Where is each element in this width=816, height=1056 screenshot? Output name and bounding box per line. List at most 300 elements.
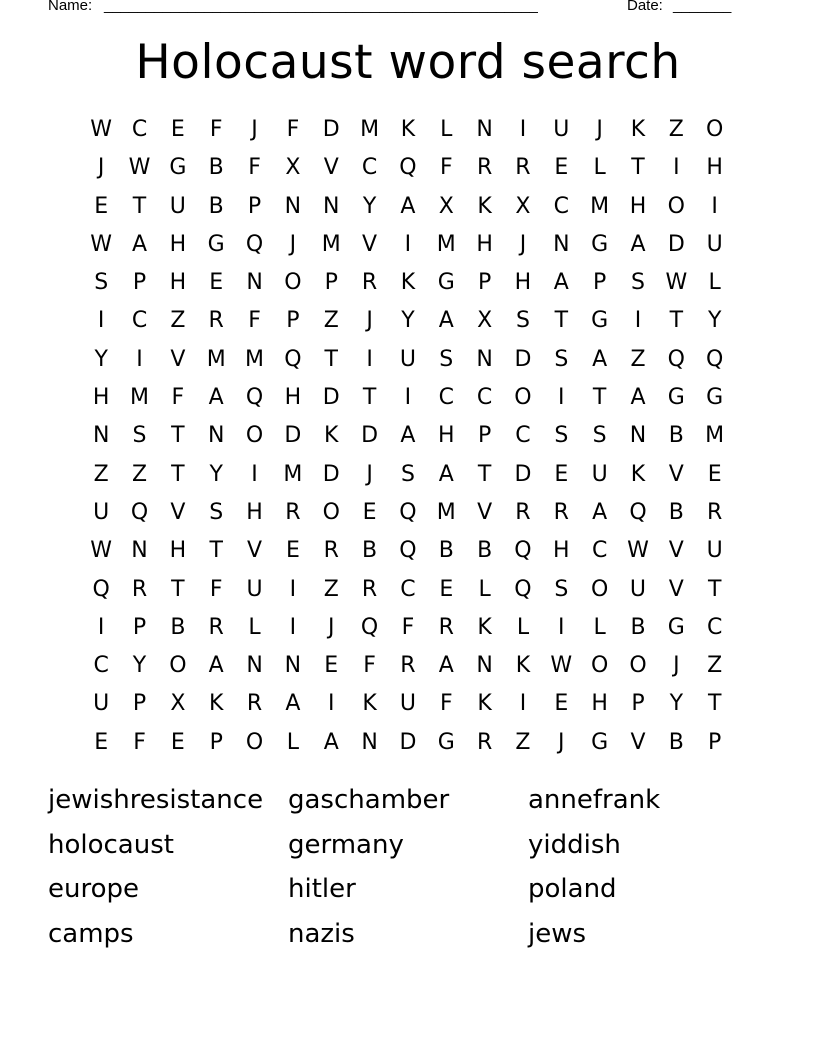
grid-cell[interactable]: R bbox=[515, 499, 531, 525]
grid-cell[interactable]: Y bbox=[401, 308, 415, 334]
grid-cell[interactable]: B bbox=[668, 423, 684, 449]
grid-cell[interactable]: P bbox=[477, 423, 492, 449]
grid-cell[interactable]: J bbox=[251, 117, 258, 142]
grid-cell[interactable]: L bbox=[516, 614, 530, 640]
grid-cell[interactable]: R bbox=[361, 270, 378, 296]
grid-cell[interactable]: A bbox=[630, 231, 646, 257]
grid-cell[interactable]: M bbox=[206, 346, 226, 372]
grid-cell[interactable]: K bbox=[324, 423, 339, 449]
grid-cell[interactable]: N bbox=[553, 231, 570, 257]
grid-cell[interactable]: H bbox=[553, 538, 570, 564]
grid-cell[interactable]: O bbox=[590, 576, 609, 602]
grid-cell[interactable]: E bbox=[554, 691, 569, 717]
grid-cell[interactable]: M bbox=[436, 499, 456, 525]
grid-cell[interactable]: H bbox=[169, 231, 187, 257]
grid-cell[interactable]: Y bbox=[707, 308, 722, 334]
grid-cell[interactable]: E bbox=[285, 538, 300, 564]
grid-cell[interactable]: C bbox=[93, 653, 109, 679]
grid-cell[interactable]: I bbox=[673, 155, 680, 181]
grid-cell[interactable]: M bbox=[436, 231, 456, 257]
grid-cell[interactable]: R bbox=[208, 308, 224, 334]
grid-cell[interactable]: F bbox=[209, 117, 223, 142]
grid-cell[interactable]: H bbox=[476, 231, 493, 257]
grid-cell[interactable]: Q bbox=[399, 538, 417, 564]
grid-cell[interactable]: P bbox=[324, 270, 338, 296]
grid-cell[interactable]: N bbox=[92, 423, 110, 449]
grid-cell[interactable]: A bbox=[208, 653, 224, 679]
grid-cell[interactable]: P bbox=[209, 729, 223, 755]
grid-cell[interactable]: O bbox=[706, 117, 724, 142]
grid-cell[interactable]: D bbox=[284, 423, 302, 449]
grid-cell[interactable]: I bbox=[327, 691, 335, 717]
grid-cell[interactable]: N bbox=[476, 653, 493, 679]
grid-cell[interactable]: P bbox=[631, 691, 645, 717]
grid-cell[interactable]: Q bbox=[514, 538, 532, 564]
grid-cell[interactable]: Z bbox=[93, 461, 109, 487]
grid-cell[interactable]: A bbox=[630, 385, 646, 411]
grid-cell[interactable]: T bbox=[669, 308, 684, 334]
grid-cell[interactable]: G bbox=[591, 231, 609, 257]
grid-cell[interactable]: Q bbox=[92, 576, 110, 602]
grid-cell[interactable]: I bbox=[558, 614, 565, 640]
grid-cell[interactable]: X bbox=[477, 308, 493, 334]
grid-cell[interactable]: K bbox=[630, 117, 646, 142]
grid-cell[interactable]: Y bbox=[362, 193, 377, 219]
grid-cell[interactable]: S bbox=[400, 461, 415, 487]
grid-cell[interactable]: L bbox=[593, 155, 606, 181]
grid-cell[interactable]: Q bbox=[399, 155, 417, 181]
grid-cell[interactable]: S bbox=[554, 576, 569, 602]
grid-cell[interactable]: K bbox=[630, 461, 646, 487]
grid-cell[interactable]: T bbox=[362, 385, 377, 411]
grid-cell[interactable]: C bbox=[438, 385, 454, 411]
grid-cell[interactable]: Q bbox=[245, 385, 264, 411]
grid-cell[interactable]: X bbox=[438, 193, 454, 219]
grid-cell[interactable]: I bbox=[519, 117, 527, 142]
grid-cell[interactable]: G bbox=[591, 729, 609, 755]
grid-cell[interactable]: C bbox=[131, 117, 148, 142]
grid-cell[interactable]: J bbox=[366, 461, 373, 487]
grid-cell[interactable]: Y bbox=[669, 691, 684, 717]
grid-cell[interactable]: F bbox=[286, 117, 300, 142]
grid-cell[interactable]: A bbox=[553, 270, 569, 296]
grid-cell[interactable]: K bbox=[362, 691, 377, 717]
grid-cell[interactable]: J bbox=[673, 653, 680, 679]
grid-cell[interactable]: O bbox=[629, 653, 647, 679]
grid-cell[interactable]: R bbox=[285, 499, 301, 525]
grid-cell[interactable]: V bbox=[323, 155, 339, 181]
grid-cell[interactable]: W bbox=[550, 653, 573, 679]
grid-cell[interactable]: I bbox=[404, 231, 412, 257]
grid-cell[interactable]: S bbox=[132, 423, 147, 449]
grid-cell[interactable]: J bbox=[519, 231, 527, 257]
grid-cell[interactable]: G bbox=[169, 155, 187, 181]
grid-cell[interactable]: K bbox=[515, 653, 531, 679]
grid-cell[interactable]: B bbox=[170, 614, 186, 640]
grid-cell[interactable]: Q bbox=[667, 346, 685, 372]
grid-cell[interactable]: L bbox=[440, 117, 453, 142]
grid-cell[interactable]: T bbox=[477, 461, 492, 487]
word-list-item: holocaust bbox=[48, 830, 174, 860]
grid-cell[interactable]: K bbox=[400, 270, 416, 296]
grid-cell[interactable]: U bbox=[591, 461, 608, 487]
grid-cell[interactable]: A bbox=[592, 499, 608, 525]
grid-cell[interactable]: V bbox=[170, 346, 186, 372]
grid-cell[interactable]: S bbox=[554, 423, 569, 449]
grid-cell[interactable]: M bbox=[283, 461, 303, 487]
grid-cell[interactable]: L bbox=[593, 614, 606, 640]
grid-cell[interactable]: E bbox=[554, 155, 569, 181]
grid-cell[interactable]: J bbox=[327, 614, 335, 640]
grid-cell[interactable]: C bbox=[706, 614, 723, 640]
grid-cell[interactable]: Q bbox=[514, 576, 532, 602]
grid-cell[interactable]: V bbox=[668, 576, 684, 602]
grid-cell[interactable]: V bbox=[630, 729, 646, 755]
grid-cell[interactable]: N bbox=[207, 423, 225, 449]
grid-cell[interactable]: B bbox=[630, 614, 646, 640]
grid-cell[interactable]: A bbox=[438, 308, 454, 334]
grid-cell[interactable]: B bbox=[208, 155, 224, 181]
grid-cell[interactable]: O bbox=[590, 653, 609, 679]
grid-cell[interactable]: D bbox=[514, 346, 532, 372]
grid-cell[interactable]: R bbox=[553, 499, 569, 525]
grid-cell[interactable]: S bbox=[631, 270, 645, 296]
grid-cell[interactable]: A bbox=[131, 231, 148, 257]
grid-cell[interactable]: Q bbox=[629, 499, 647, 525]
grid-cell[interactable]: E bbox=[94, 729, 109, 755]
grid-cell[interactable]: G bbox=[706, 385, 724, 411]
grid-cell[interactable]: A bbox=[592, 346, 608, 372]
grid-cell[interactable]: I bbox=[519, 691, 527, 717]
grid-cell[interactable]: J bbox=[97, 155, 105, 181]
grid-cell[interactable]: R bbox=[438, 614, 454, 640]
grid-cell[interactable]: Q bbox=[245, 231, 264, 257]
grid-cell[interactable]: I bbox=[289, 614, 297, 640]
grid-cell[interactable]: P bbox=[247, 193, 262, 219]
grid-cell[interactable]: T bbox=[171, 576, 185, 602]
grid-cell[interactable]: N bbox=[131, 538, 148, 564]
grid-cell[interactable]: J bbox=[596, 117, 603, 142]
grid-cell[interactable]: I bbox=[366, 346, 373, 372]
grid-cell[interactable]: P bbox=[477, 270, 492, 296]
grid-cell[interactable]: Z bbox=[515, 729, 531, 755]
grid-cell[interactable]: X bbox=[285, 155, 301, 181]
grid-cell[interactable]: N bbox=[476, 117, 493, 142]
grid-cell[interactable]: B bbox=[438, 538, 454, 564]
grid-cell[interactable]: B bbox=[477, 538, 493, 564]
grid-cell[interactable]: S bbox=[94, 270, 109, 296]
grid-cell[interactable]: H bbox=[169, 538, 187, 564]
grid-cell[interactable]: H bbox=[437, 423, 455, 449]
grid-cell[interactable]: D bbox=[667, 231, 685, 257]
grid-cell[interactable]: W bbox=[627, 538, 649, 564]
grid-cell[interactable]: Q bbox=[130, 499, 149, 525]
grid-cell[interactable]: C bbox=[400, 576, 416, 602]
grid-cell[interactable]: A bbox=[285, 691, 301, 717]
grid-cell[interactable]: M bbox=[245, 346, 265, 372]
grid-cell[interactable]: H bbox=[284, 385, 302, 411]
grid-cell[interactable]: X bbox=[515, 193, 531, 219]
grid-cell[interactable]: G bbox=[667, 614, 685, 640]
grid-cell[interactable]: A bbox=[208, 385, 224, 411]
grid-cell[interactable]: A bbox=[323, 729, 339, 755]
grid-cell[interactable]: G bbox=[207, 231, 225, 257]
grid-cell[interactable]: E bbox=[209, 270, 224, 296]
grid-cell[interactable]: G bbox=[591, 308, 609, 334]
grid-cell[interactable]: W bbox=[128, 155, 151, 181]
grid-cell[interactable]: C bbox=[591, 538, 608, 564]
grid-cell[interactable]: C bbox=[361, 155, 378, 181]
grid-cell[interactable]: T bbox=[209, 538, 223, 564]
date-label: Date: bbox=[627, 0, 663, 14]
grid-cell[interactable]: J bbox=[289, 231, 297, 257]
grid-cell[interactable]: I bbox=[404, 385, 412, 411]
grid-cell[interactable]: H bbox=[514, 270, 532, 296]
grid-cell[interactable]: D bbox=[361, 423, 379, 449]
grid-row bbox=[82, 302, 734, 340]
grid-cell[interactable]: P bbox=[132, 691, 147, 717]
grid-cell[interactable]: A bbox=[400, 423, 416, 449]
grid-cell[interactable]: I bbox=[634, 308, 642, 334]
grid-cell[interactable]: U bbox=[246, 576, 263, 602]
grid-cell[interactable]: D bbox=[399, 729, 417, 755]
header-line bbox=[48, 0, 748, 19]
grid-cell[interactable]: N bbox=[246, 270, 263, 296]
grid-cell[interactable]: E bbox=[170, 117, 185, 142]
grid-cell[interactable]: R bbox=[131, 576, 148, 602]
grid-cell[interactable]: Z bbox=[131, 461, 148, 487]
grid-cell[interactable]: H bbox=[92, 385, 110, 411]
grid-cell[interactable]: E bbox=[707, 461, 722, 487]
grid-cell[interactable]: F bbox=[171, 385, 185, 411]
grid-cell[interactable]: R bbox=[361, 576, 378, 602]
grid-cell[interactable]: G bbox=[437, 270, 455, 296]
grid-cell[interactable]: M bbox=[130, 385, 149, 411]
grid-cell[interactable]: T bbox=[592, 385, 607, 411]
grid-cell[interactable]: B bbox=[208, 193, 224, 219]
grid-cell[interactable]: Q bbox=[360, 614, 379, 640]
grid-cell[interactable]: W bbox=[90, 117, 113, 142]
grid-cell[interactable]: D bbox=[514, 461, 532, 487]
grid-cell[interactable]: Z bbox=[630, 346, 646, 372]
grid-cell[interactable]: Y bbox=[94, 346, 108, 372]
grid-cell[interactable]: F bbox=[133, 729, 146, 755]
grid-cell[interactable]: L bbox=[286, 729, 300, 755]
grid-cell[interactable]: L bbox=[248, 614, 261, 640]
grid-cell[interactable]: K bbox=[208, 691, 224, 717]
grid-cell[interactable]: B bbox=[668, 499, 684, 525]
grid-cell[interactable]: V bbox=[170, 499, 186, 525]
grid-cell[interactable]: D bbox=[322, 385, 340, 411]
grid-cell[interactable]: C bbox=[553, 193, 569, 219]
grid-cell[interactable]: N bbox=[284, 653, 302, 679]
grid-cell[interactable]: E bbox=[170, 729, 185, 755]
grid-cell[interactable]: N bbox=[629, 423, 647, 449]
grid-cell[interactable]: O bbox=[667, 193, 685, 219]
grid-cell[interactable]: E bbox=[324, 653, 339, 679]
grid-cell[interactable]: Z bbox=[707, 653, 723, 679]
grid-cell[interactable]: E bbox=[439, 576, 454, 602]
grid-cell[interactable]: Q bbox=[284, 346, 302, 372]
grid-cell[interactable]: M bbox=[705, 423, 725, 449]
grid-cell[interactable]: I bbox=[711, 193, 718, 219]
grid-cell[interactable]: Z bbox=[668, 117, 684, 142]
grid-cell[interactable]: R bbox=[476, 729, 493, 755]
grid-cell[interactable]: V bbox=[247, 538, 263, 564]
grid-cell[interactable]: R bbox=[323, 538, 339, 564]
grid-cell[interactable]: O bbox=[514, 385, 532, 411]
grid-cell[interactable]: F bbox=[248, 155, 261, 181]
grid-cell[interactable]: W bbox=[90, 231, 113, 257]
grid-cell[interactable]: T bbox=[324, 346, 338, 372]
grid-cell[interactable]: I bbox=[136, 346, 143, 372]
grid-cell[interactable]: N bbox=[284, 193, 302, 219]
grid-cell[interactable]: Q bbox=[399, 499, 417, 525]
grid-cell[interactable]: J bbox=[558, 729, 565, 755]
grid-cell[interactable]: P bbox=[593, 270, 607, 296]
grid-cell[interactable]: F bbox=[439, 155, 453, 181]
grid-cell[interactable]: F bbox=[248, 308, 261, 334]
grid-cell[interactable]: D bbox=[322, 117, 340, 142]
grid-cell[interactable]: C bbox=[131, 308, 148, 334]
grid-cell[interactable]: R bbox=[515, 155, 531, 181]
grid-cell[interactable]: Z bbox=[323, 308, 339, 334]
grid-cell[interactable]: F bbox=[209, 576, 223, 602]
grid-row bbox=[82, 647, 734, 685]
grid-cell[interactable]: H bbox=[246, 499, 263, 525]
name-label: Name: bbox=[48, 0, 93, 14]
grid-cell[interactable]: V bbox=[362, 231, 378, 257]
grid-cell[interactable]: T bbox=[631, 155, 645, 181]
grid-cell[interactable]: U bbox=[93, 691, 110, 717]
grid-cell[interactable]: U bbox=[629, 576, 647, 602]
grid-cell[interactable]: M bbox=[590, 193, 610, 219]
grid-cell[interactable]: U bbox=[399, 346, 416, 372]
grid-cell[interactable]: V bbox=[668, 461, 684, 487]
grid-cell[interactable]: U bbox=[706, 538, 723, 564]
grid-cell[interactable]: F bbox=[401, 614, 415, 640]
grid-cell[interactable]: U bbox=[169, 193, 186, 219]
grid-cell[interactable]: W bbox=[90, 538, 113, 564]
grid-cell[interactable]: S bbox=[592, 423, 607, 449]
grid-cell[interactable]: R bbox=[246, 691, 263, 717]
grid-cell[interactable]: I bbox=[558, 385, 565, 411]
grid-cell[interactable]: A bbox=[400, 193, 416, 219]
grid-cell[interactable]: F bbox=[363, 653, 376, 679]
grid-cell[interactable]: Z bbox=[170, 308, 186, 334]
grid-cell[interactable]: U bbox=[706, 231, 723, 257]
grid-cell[interactable]: Y bbox=[132, 653, 147, 679]
grid-cell[interactable]: V bbox=[477, 499, 493, 525]
grid-cell[interactable]: Q bbox=[706, 346, 724, 372]
grid-cell[interactable]: A bbox=[438, 461, 454, 487]
grid-cell[interactable]: K bbox=[477, 193, 492, 219]
grid-cell[interactable]: N bbox=[323, 193, 340, 219]
grid-row bbox=[82, 111, 734, 149]
grid-cell[interactable]: D bbox=[322, 461, 340, 487]
grid-cell[interactable]: O bbox=[169, 653, 187, 679]
grid-cell[interactable]: B bbox=[362, 538, 378, 564]
grid-cell[interactable]: E bbox=[94, 193, 109, 219]
grid-cell[interactable]: P bbox=[132, 614, 147, 640]
grid-cell[interactable]: A bbox=[438, 653, 454, 679]
grid-cell[interactable]: K bbox=[477, 614, 492, 640]
grid-cell[interactable]: O bbox=[284, 270, 302, 296]
name-field[interactable]: ____________________________________________________ bbox=[104, 0, 538, 14]
grid-cell[interactable]: O bbox=[245, 423, 264, 449]
grid-cell[interactable]: K bbox=[400, 117, 416, 142]
grid-cell[interactable]: B bbox=[668, 729, 684, 755]
grid-cell[interactable]: T bbox=[707, 691, 722, 717]
grid-cell[interactable]: N bbox=[246, 653, 263, 679]
grid-cell[interactable]: R bbox=[707, 499, 723, 525]
grid-cell[interactable]: V bbox=[668, 538, 684, 564]
grid-cell[interactable]: P bbox=[708, 729, 722, 755]
grid-cell[interactable]: I bbox=[289, 576, 297, 602]
grid-row bbox=[82, 571, 734, 609]
grid-cell[interactable]: S bbox=[554, 346, 569, 372]
grid-cell[interactable]: C bbox=[515, 423, 531, 449]
grid-cell[interactable]: W bbox=[665, 270, 688, 296]
grid-cell[interactable]: I bbox=[97, 308, 105, 334]
grid-cell[interactable]: I bbox=[251, 461, 258, 487]
grid-cell[interactable]: O bbox=[322, 499, 340, 525]
grid-cell[interactable]: H bbox=[591, 691, 608, 717]
date-field[interactable]: _______ bbox=[673, 0, 732, 14]
grid-cell[interactable]: N bbox=[476, 346, 493, 372]
grid-cell[interactable]: O bbox=[245, 729, 264, 755]
grid-cell[interactable]: S bbox=[515, 308, 530, 334]
grid-cell[interactable]: G bbox=[667, 385, 685, 411]
grid-cell[interactable]: H bbox=[169, 270, 187, 296]
grid-cell[interactable]: F bbox=[439, 691, 453, 717]
grid-cell[interactable]: M bbox=[360, 117, 380, 142]
grid-cell[interactable]: T bbox=[132, 193, 147, 219]
grid-cell[interactable]: E bbox=[362, 499, 377, 525]
grid-cell[interactable]: R bbox=[476, 155, 493, 181]
grid-cell[interactable]: J bbox=[366, 308, 373, 334]
grid-cell[interactable]: H bbox=[629, 193, 647, 219]
grid-cell[interactable]: T bbox=[554, 308, 569, 334]
grid-cell[interactable]: U bbox=[399, 691, 416, 717]
grid-cell[interactable]: U bbox=[553, 117, 570, 142]
grid-cell[interactable]: Z bbox=[323, 576, 339, 602]
grid-cell[interactable]: S bbox=[209, 499, 224, 525]
grid-cell[interactable]: T bbox=[707, 576, 722, 602]
grid-cell[interactable]: T bbox=[171, 461, 185, 487]
grid-cell[interactable]: P bbox=[132, 270, 147, 296]
grid-cell[interactable]: S bbox=[439, 346, 454, 372]
grid-cell[interactable]: Y bbox=[209, 461, 223, 487]
grid-cell[interactable]: M bbox=[321, 231, 341, 257]
grid-cell[interactable]: K bbox=[477, 691, 492, 717]
grid-cell[interactable]: X bbox=[170, 691, 186, 717]
grid-cell[interactable]: L bbox=[708, 270, 721, 296]
grid-cell[interactable]: H bbox=[706, 155, 723, 181]
grid-cell[interactable]: T bbox=[171, 423, 185, 449]
grid-cell[interactable]: L bbox=[478, 576, 491, 602]
grid-cell[interactable]: U bbox=[93, 499, 110, 525]
grid-cell[interactable]: R bbox=[208, 614, 224, 640]
grid-cell[interactable]: C bbox=[476, 385, 493, 411]
grid-cell[interactable]: R bbox=[400, 653, 416, 679]
word-list-item: camps bbox=[48, 919, 134, 949]
grid-cell[interactable]: P bbox=[286, 308, 300, 334]
grid-cell[interactable]: E bbox=[554, 461, 569, 487]
grid-cell[interactable]: N bbox=[361, 729, 378, 755]
grid-cell[interactable]: G bbox=[437, 729, 455, 755]
grid-cell[interactable]: I bbox=[97, 614, 105, 640]
